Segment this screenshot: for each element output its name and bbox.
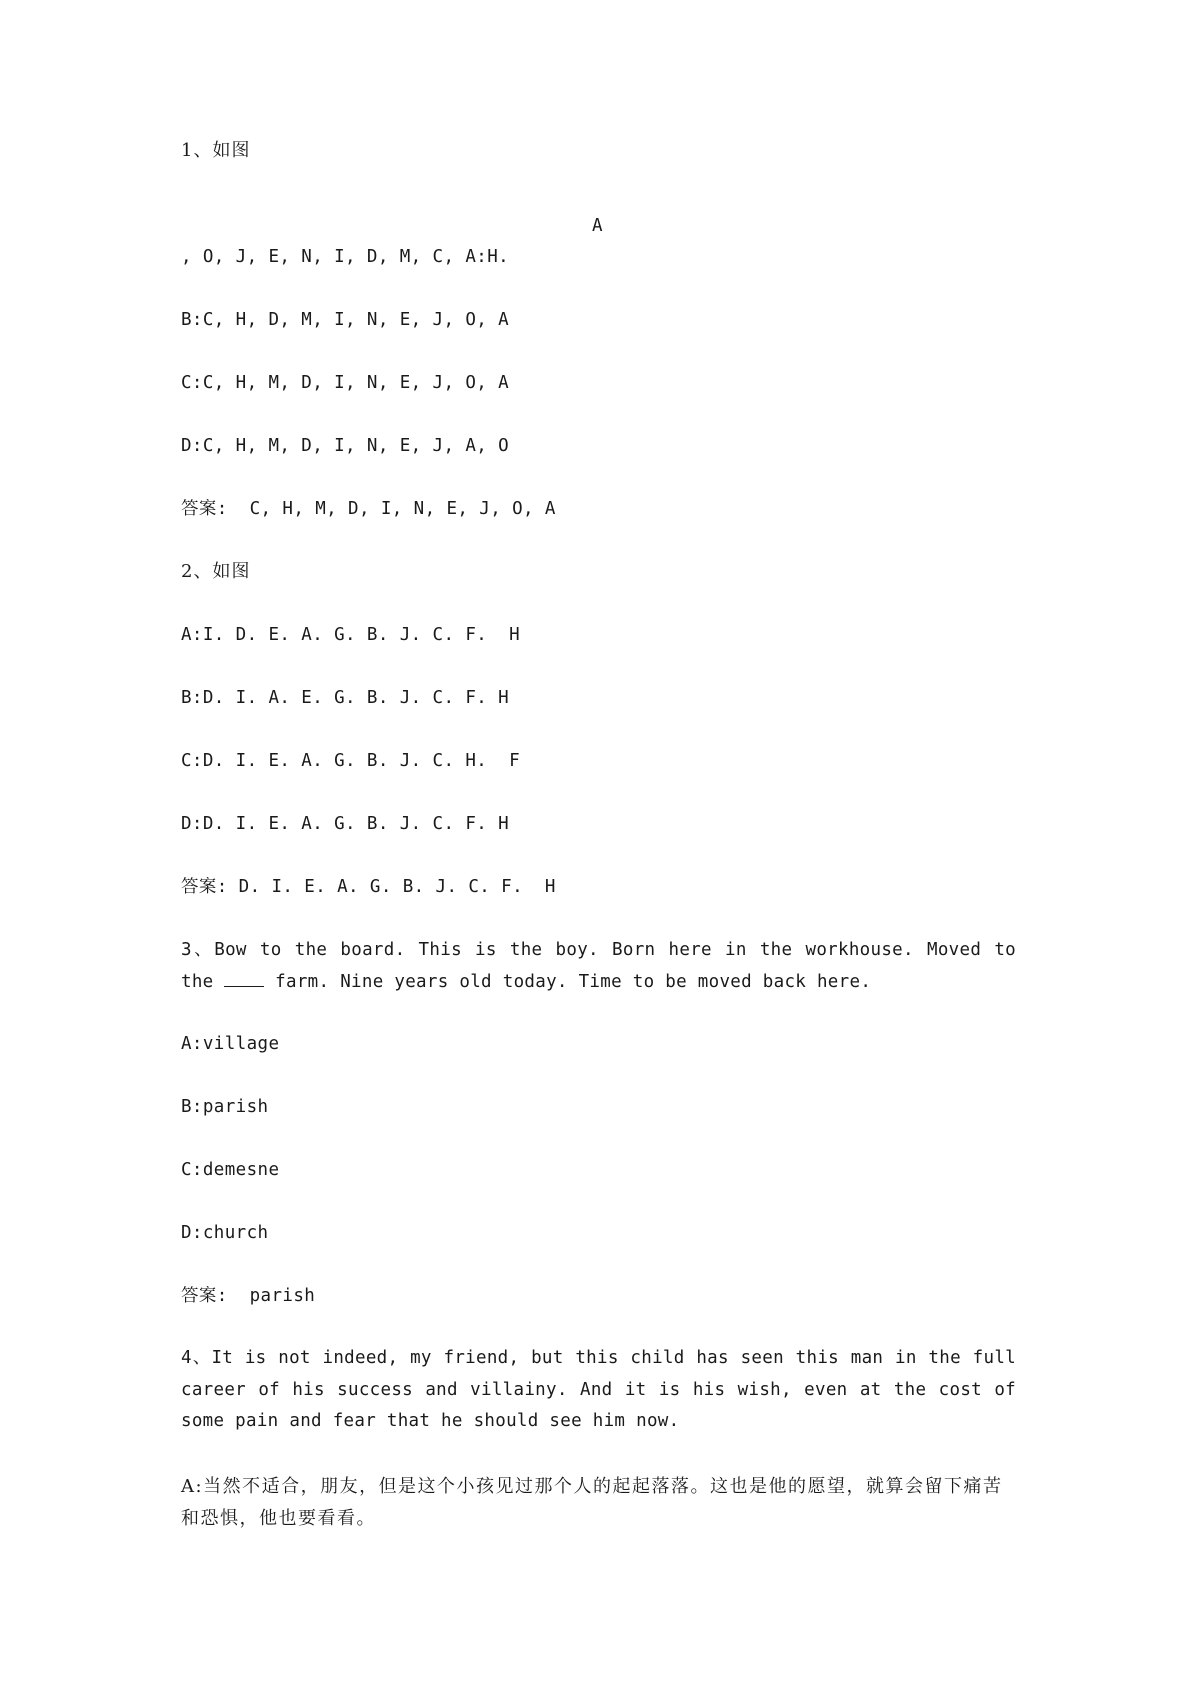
q4-question: 4、It is not indeed, my friend, but this child has seen this man in the full career of his success and villainy. And it is his wish, even at the cost of some pain and fear that he should see him now. — [181, 1348, 1016, 1431]
q1-answer: 答案: C, H, M, D, I, N, E, J, O, A — [181, 499, 556, 519]
q3-option-d: D:church — [181, 1223, 269, 1243]
q3-text-after-blank: farm. Nine years old today. Time to be moved back here. — [264, 971, 872, 992]
q3-option-b: B:parish — [181, 1097, 269, 1117]
fill-in-blank — [224, 972, 264, 987]
q1-option-b: B:C, H, D, M, I, N, E, J, O, A — [181, 310, 510, 330]
q1-option-c: C:C, H, M, D, I, N, E, J, O, A — [181, 373, 510, 393]
q2-option-a: A:I. D. E. A. G. B. J. C. F. H — [181, 625, 521, 645]
q3-option-c: C:demesne — [181, 1160, 280, 1180]
q1-option-d: D:C, H, M, D, I, N, E, J, A, O — [181, 436, 510, 456]
q3-answer: 答案: parish — [181, 1286, 316, 1306]
q4-option-a: A:当然不适合，朋友，但是这个小孩见过那个人的起起落落。这也是他的愿望，就算会留下痛苦和恐惧，他也要看看。 — [181, 1476, 1003, 1529]
q2-option-b: B:D. I. A. E. G. B. J. C. F. H — [181, 688, 510, 708]
q3-option-a: A:village — [181, 1034, 280, 1054]
q2-answer: 答案: D. I. E. A. G. B. J. C. F. H — [181, 877, 556, 897]
q2-option-d: D:D. I. E. A. G. B. J. C. F. H — [181, 814, 510, 834]
q2-option-c: C:D. I. E. A. G. B. J. C. H. F — [181, 751, 521, 771]
q1-title: 1、如图 — [181, 140, 251, 161]
q2-title: 2、如图 — [181, 561, 251, 582]
q1-option-a: , O, J, E, N, I, D, M, C, A:H. — [181, 247, 510, 267]
q1-figure-letter: A — [592, 216, 603, 236]
q3-question — [181, 935, 1016, 998]
q3-text-before-blank: 3、Bow to the board. This is the boy. Born here in the workhouse. Moved to the — [181, 940, 1016, 992]
